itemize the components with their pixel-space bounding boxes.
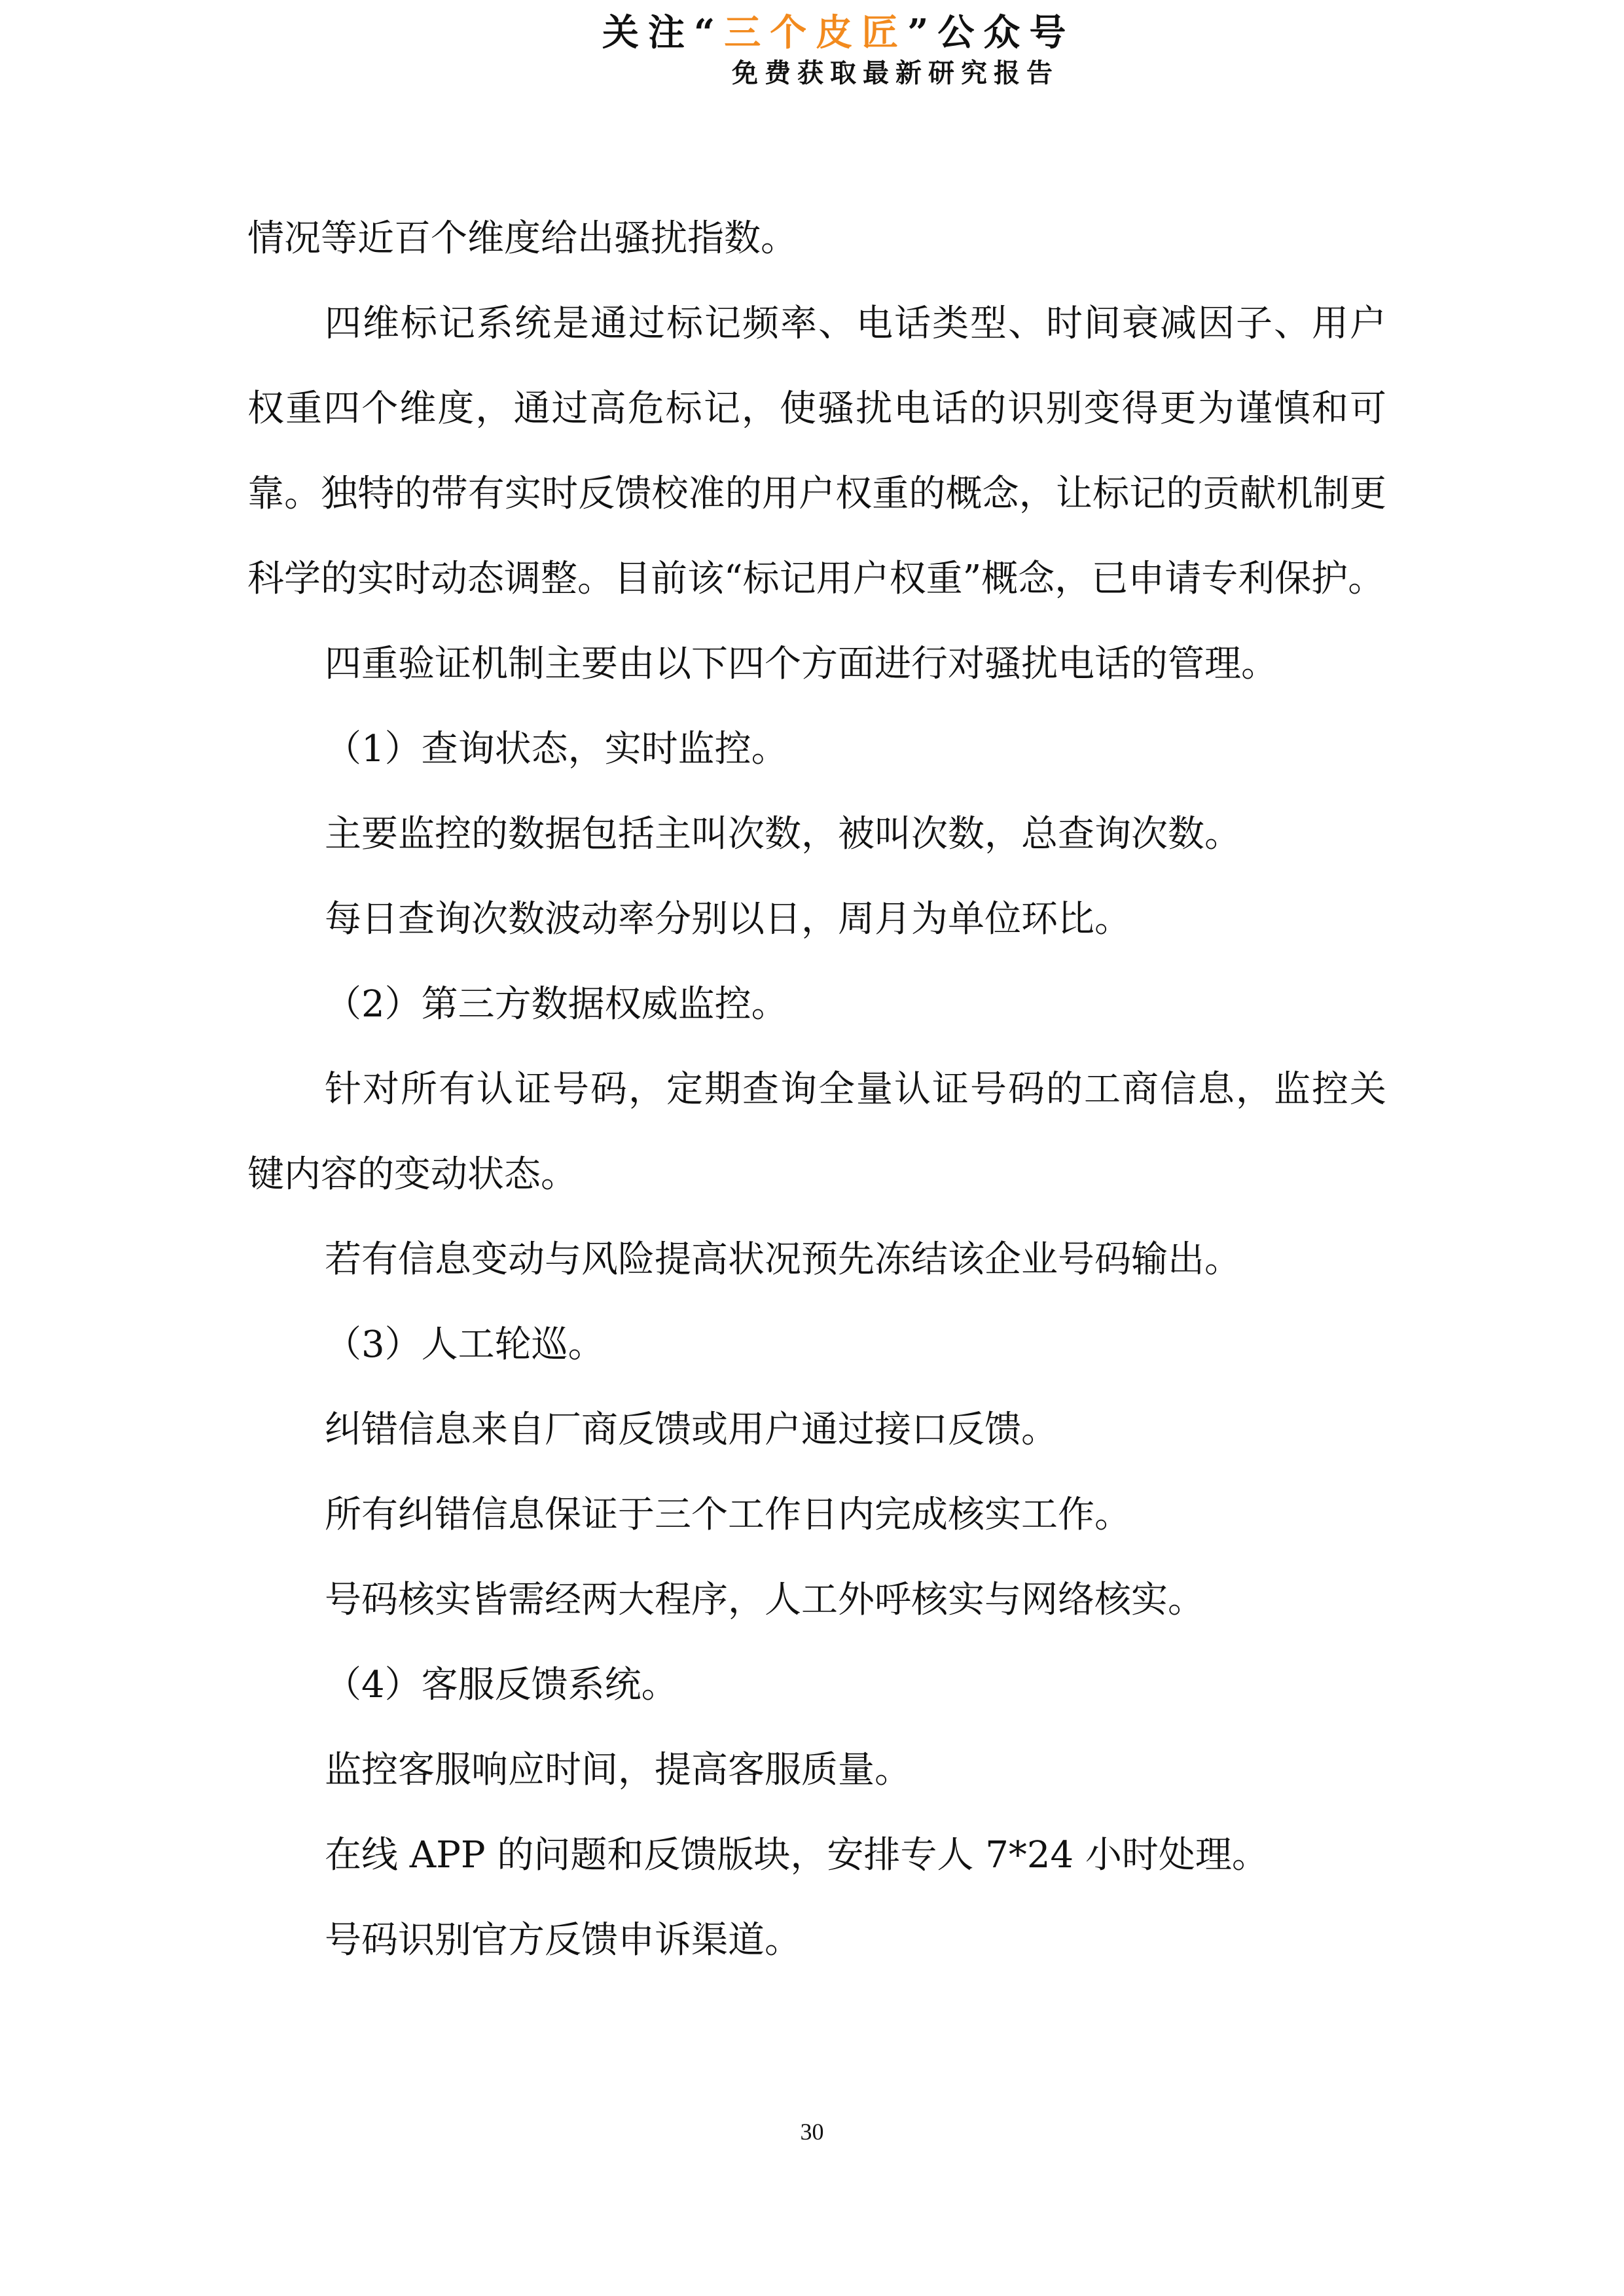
- paragraph: 号码核实皆需经两大程序，人工外呼核实与网络核实。: [325, 1579, 1204, 1621]
- header-subtitle: 免费获取最新研究报告: [732, 58, 1059, 88]
- paragraph: 监控客服响应时间，提高客服质量。: [325, 1749, 911, 1791]
- paragraph: 所有纠错信息保证于三个工作日内完成核实工作。: [325, 1494, 1131, 1536]
- paragraph: 号码识别官方反馈申诉渠道。: [325, 1919, 801, 1962]
- section-heading: （3）人工轮巡。: [325, 1323, 605, 1366]
- paragraph: 四维标记系统是通过标记频率、电话类型、时间衰减因子、用户权重四个维度，通过高危标记，使骚扰电话的识别变得更为谨慎和可靠。独特的带有实时反馈校准的用户权重的概念，让标记的贡献机制更科学的实时动态调整。目前该“标记用户权重”概念，已申请专利保护。: [247, 302, 1386, 600]
- section-heading: （2）第三方数据权威监控。: [325, 983, 788, 1026]
- paragraph: 每日查询次数波动率分别以日，周月为单位环比。: [325, 898, 1131, 941]
- section-heading: （4）客服反馈系统。: [325, 1664, 678, 1706]
- header-brand: 三个皮匠: [724, 11, 908, 54]
- paragraph: 情况等近百个维度给出骚扰指数。: [247, 217, 797, 260]
- header-suffix: ”公众号: [907, 11, 1075, 54]
- section-heading: （1）查询状态，实时监控。: [325, 728, 788, 770]
- paragraph: 主要监控的数据包括主叫次数，被叫次数，总查询次数。: [325, 813, 1241, 855]
- paragraph: 纠错信息来自厂商反馈或用户通过接口反馈。: [325, 1408, 1058, 1451]
- header-banner: [602, 7, 1075, 59]
- paragraph: 四重验证机制主要由以下四个方面进行对骚扰电话的管理。: [325, 643, 1278, 685]
- paragraph: 针对所有认证号码，定期查询全量认证号码的工商信息，监控关键内容的变动状态。: [247, 1068, 1386, 1196]
- header-prefix: 关注“: [602, 11, 725, 54]
- paragraph: 若有信息变动与风险提高状况预先冻结该企业号码输出。: [325, 1238, 1241, 1281]
- document-body: [247, 196, 1386, 1983]
- paragraph: 在线 APP 的问题和反馈版块，安排专人 7*24 小时处理。: [325, 1834, 1269, 1876]
- page-number: 30: [800, 2119, 824, 2145]
